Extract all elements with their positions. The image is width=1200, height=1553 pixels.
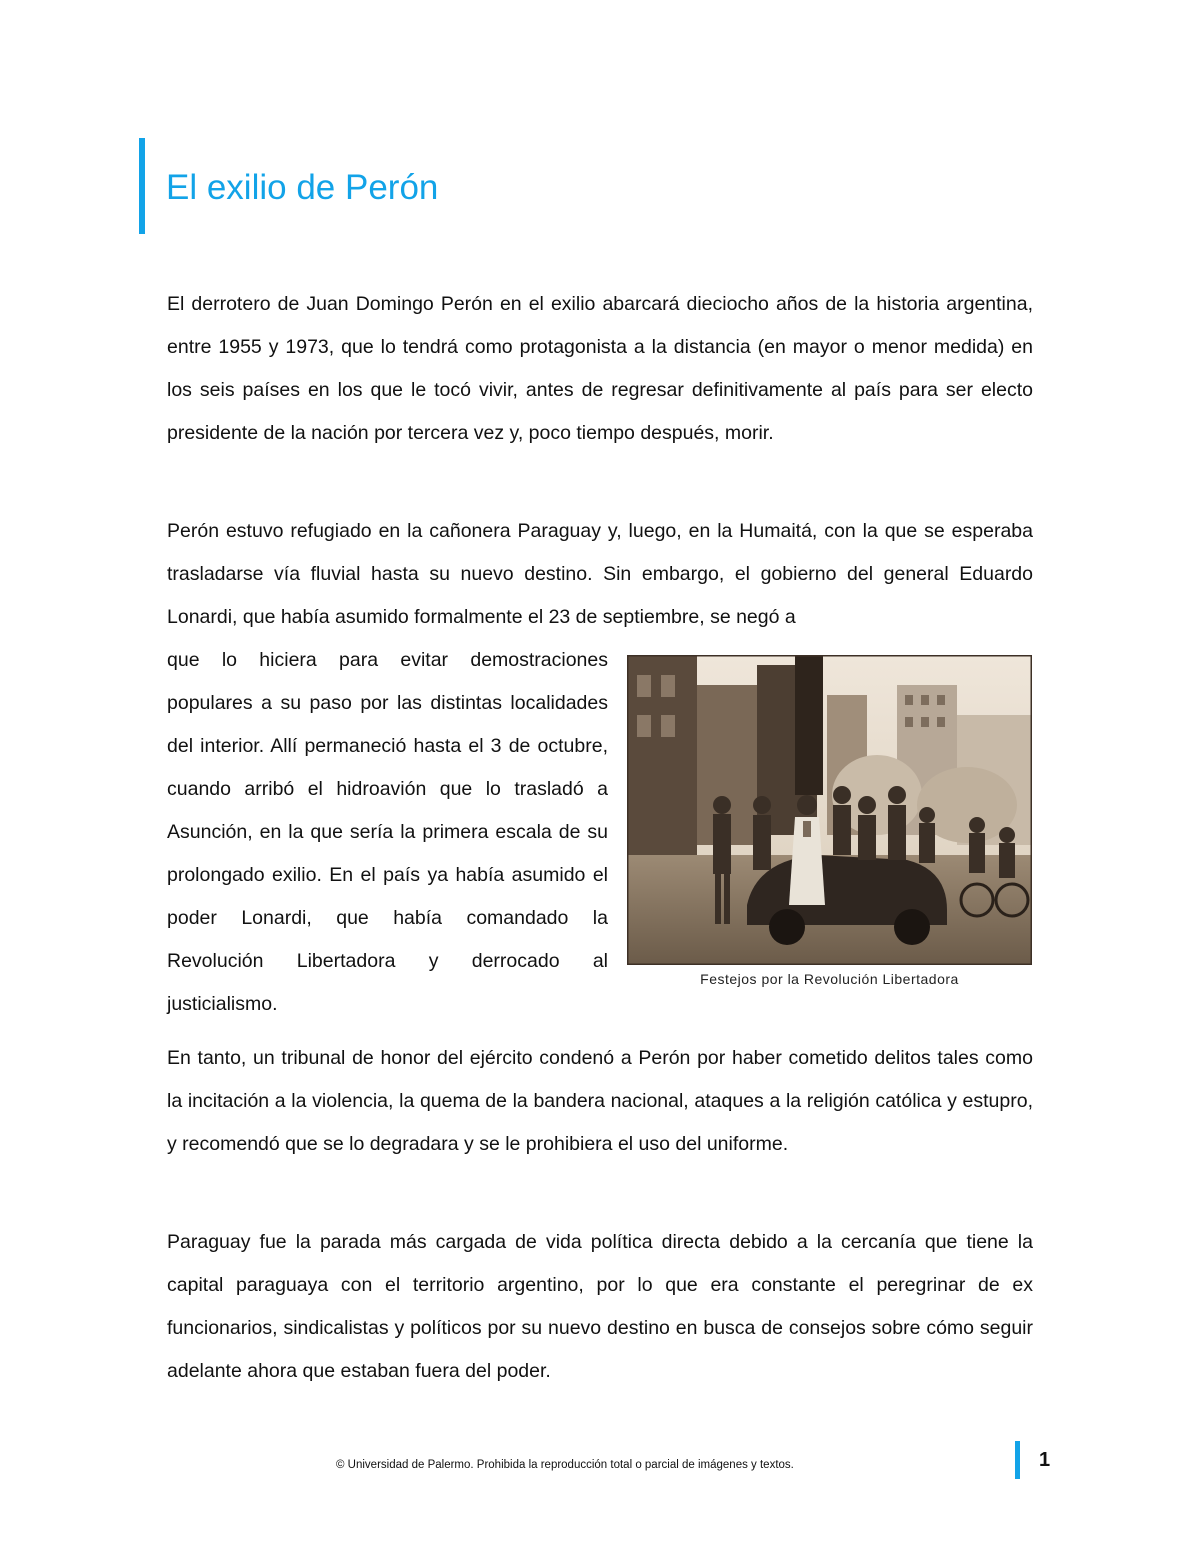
footer-copyright: © Universidad de Palermo. Prohibida la reproducción total o parcial de imágenes y textos.	[336, 1459, 794, 1471]
paragraph-2: Perón estuvo refugiado en la cañonera Paraguay y, luego, en la Humaitá, con la que se esperaba trasladarse vía fluvial hasta su nuevo destino. Sin embargo, el gobierno del general Eduardo Lonardi, que había asumido formalmente el 23 de septiembre, se negó a	[167, 520, 1033, 628]
figure-photo	[627, 655, 1032, 987]
title-accent-bar	[139, 138, 145, 234]
paragraph-2-continued: que lo hiciera para evitar demostraciones populares a su paso por las distintas localidades del interior. Allí permaneció hasta el 3 de octubre, cuando arribó el hidroavión que lo trasladó a Asunción, en la que sería la primera escala de su prolongado exilio. En el país ya había asumido el poder Lonardi, que había comandado la Revolución Libertadora y derrocado al justicialismo.	[167, 649, 608, 1015]
page-title: El exilio de Perón	[166, 168, 439, 207]
footer-accent-bar	[1015, 1441, 1020, 1479]
paragraph-4: Paraguay fue la parada más cargada de vida política directa debido a la cercanía que tiene la capital paraguaya con el territorio argentino, por lo que era constante el peregrinar de ex funcionarios, sindicalistas y políticos por su nuevo destino en busca de consejos sobre cómo seguir adelante ahora que estaban fuera del poder.	[167, 1231, 1033, 1382]
paragraph-3: En tanto, un tribunal de honor del ejército condenó a Perón por haber cometido delitos tales como la incitación a la violencia, la quema de la bandera nacional, ataques a la religión católica y estupro, y recomendó que se lo degradara y se le prohibiera el uso del uniforme.	[167, 1047, 1033, 1155]
figure-caption: Festejos por la Revolución Libertadora	[700, 971, 959, 987]
historical-photo	[627, 655, 1032, 965]
page-number: 1	[1039, 1449, 1051, 1471]
paragraph-1: El derrotero de Juan Domingo Perón en el exilio abarcará dieciocho años de la historia argentina, entre 1955 y 1973, que lo tendrá como protagonista a la distancia (en mayor o menor medida) en los seis países en los que le tocó vivir, antes de regresar definitivamente al país para ser electo presidente de la nación por tercera vez y, poco tiempo después, morir.	[167, 293, 1033, 444]
